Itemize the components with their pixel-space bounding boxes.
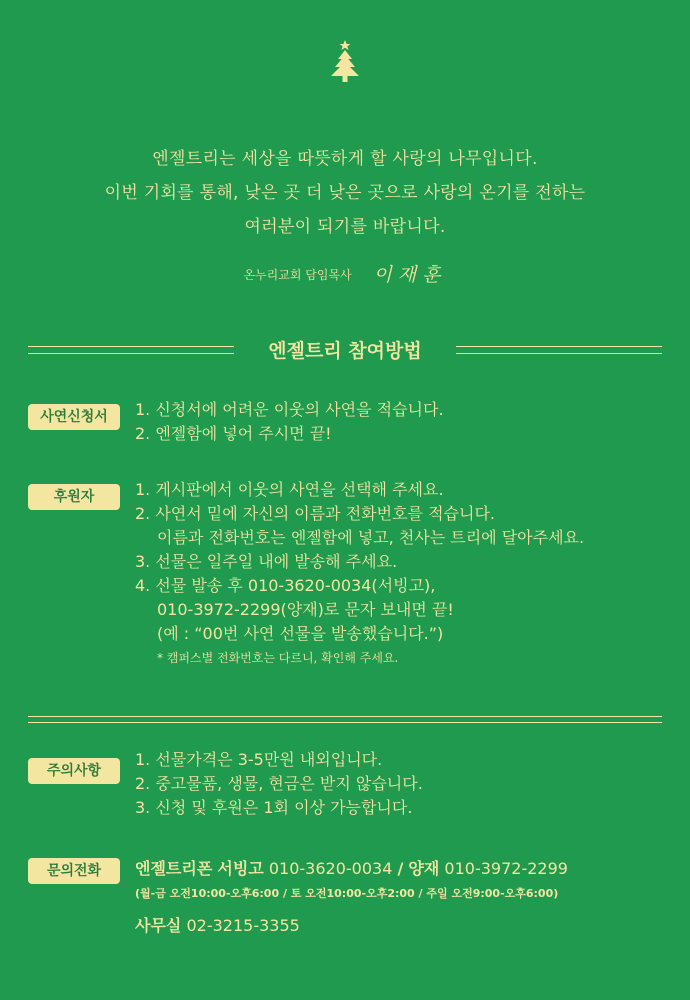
angel-tree-phones bbox=[135, 856, 675, 879]
list-item: 3. 선물은 일주일 내에 발송해 주세요. bbox=[135, 552, 398, 571]
application-badge: 사연신청서 bbox=[28, 404, 120, 430]
section-divider bbox=[28, 716, 662, 723]
list-item: 1. 신청서에 어려운 이웃의 사연을 적습니다. bbox=[135, 400, 444, 419]
list-item: 1. 게시판에서 이웃의 사연을 선택해 주세요. bbox=[135, 480, 444, 499]
phone-separator: / bbox=[397, 859, 404, 878]
office-label: 사무실 bbox=[135, 916, 182, 935]
list-item: (예 : “00번 사연 선물을 발송했습니다.”) bbox=[157, 624, 444, 643]
intro-message bbox=[0, 142, 690, 244]
phone-label: 엔젤트리폰 bbox=[135, 859, 213, 878]
inquiry-info bbox=[135, 856, 675, 936]
office-phone: 02-3215-3355 bbox=[186, 916, 300, 935]
intro-line: 이번 기회를 통해, 낮은 곳 더 낮은 곳으로 사랑의 온기를 전하는 bbox=[104, 183, 586, 203]
list-item: 3. 신청 및 후원은 1회 이상 가능합니다. bbox=[135, 798, 413, 817]
intro-line: 엔젤트리는 세상을 따뜻하게 할 사랑의 나무입니다. bbox=[152, 149, 538, 169]
list-item: 2. 엔젤함에 넣어 주시면 끝! bbox=[135, 424, 332, 443]
office-phone-line bbox=[135, 913, 675, 936]
inquiry-badge: 문의전화 bbox=[28, 858, 120, 884]
caution-list bbox=[135, 748, 423, 820]
sponsor-badge: 후원자 bbox=[28, 484, 120, 510]
list-item: 4. 선물 발송 후 010-3620-0034(서빙고), bbox=[135, 576, 436, 595]
list-item: 이름과 전화번호는 엔젤함에 넣고, 천사는 트리에 달아주세요. bbox=[157, 528, 585, 547]
sponsor-note: * 캠퍼스별 전화번호는 다르니, 확인해 주세요. bbox=[157, 651, 399, 665]
application-list bbox=[135, 398, 444, 446]
business-hours: (월-금 오전10:00-오후6:00 / 토 오전10:00-오후2:00 / 주일 오전9:00-오후6:00) bbox=[135, 887, 559, 900]
signer-label: 온누리교회 담임목사 bbox=[243, 268, 352, 282]
signature-block bbox=[0, 260, 690, 287]
participation-title-text: 엔젤트리 참여방법 bbox=[268, 340, 422, 362]
list-item: 010-3972-2299(양재)로 문자 보내면 끝! bbox=[157, 600, 454, 619]
caution-badge: 주의사항 bbox=[28, 758, 120, 784]
signature: 이재훈 bbox=[373, 264, 447, 286]
list-item: 2. 사연서 밑에 자신의 이름과 전화번호를 적습니다. bbox=[135, 504, 495, 523]
intro-line: 여러분이 되기를 바랍니다. bbox=[244, 217, 446, 237]
title-rule-right bbox=[456, 346, 662, 354]
seobinggo-label: 서빙고 bbox=[217, 859, 264, 878]
sponsor-list bbox=[135, 478, 584, 670]
yangjae-phone: 010-3972-2299 bbox=[444, 859, 568, 878]
christmas-tree-icon bbox=[330, 40, 360, 84]
participation-title bbox=[28, 336, 662, 366]
list-item: 1. 선물가격은 3-5만원 내외입니다. bbox=[135, 750, 383, 769]
yangjae-label: 양재 bbox=[408, 859, 440, 878]
list-item: 2. 중고물품, 생물, 현금은 받지 않습니다. bbox=[135, 774, 423, 793]
seobinggo-phone: 010-3620-0034 bbox=[268, 859, 393, 878]
